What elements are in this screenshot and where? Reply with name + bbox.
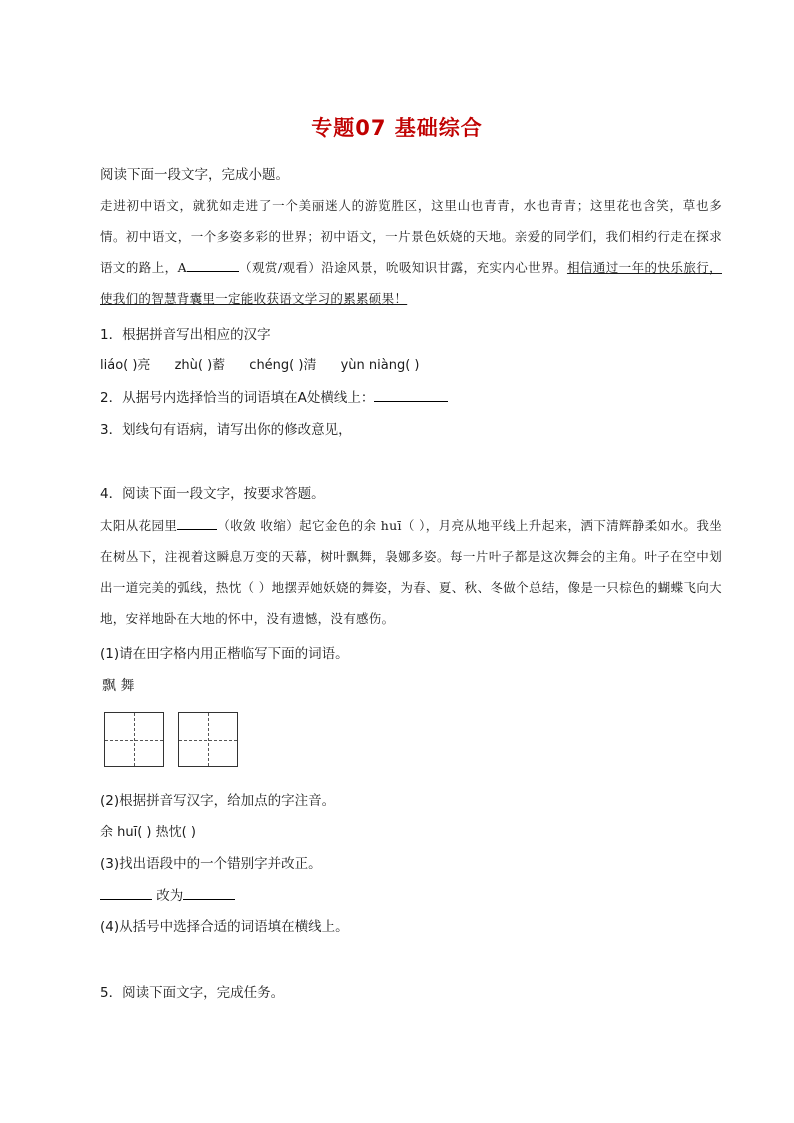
section2-intro: 4．阅读下面一段文字，按要求答题。: [100, 486, 325, 502]
question-2: [100, 389, 448, 407]
sub-question-2-answers: 余 huī( ) 热忱( ): [100, 825, 196, 840]
sub-question-3-answers: [100, 887, 235, 905]
passage2-text-b: （收敛 收缩）起它金色的余 huī（ ），月亮从地平线上升起来，洒下清辉静柔如水。我坐在树丛下，注视着这瞬息万变的天幕，树叶飘舞，袅娜多姿。每一片叶子都是这次舞会的主角。叶子在空中划出一道完美的弧线，热忱（ ）地摆弄她妖娆的舞姿，为春、夏、秋、冬做个总结，像是一只棕色的蝴蝶飞向大地，安祥地卧在大地的怀中，没有遗憾，没有感伤。: [100, 518, 723, 626]
page-title: 专题07 基础综合: [311, 116, 483, 140]
change-to-label: 改为: [152, 888, 184, 904]
sub-question-1: (1)请在田字格内用正楷临写下面的词语。: [100, 646, 349, 662]
pinyin-item: zhù( )蓄: [174, 358, 226, 373]
passage2-text-a: 太阳从花园里: [100, 518, 178, 533]
underlined-sentence: 相信通过一年的快乐旅行，使我们的智慧背囊里一定能收获语文学习的累累硕果！: [100, 260, 722, 306]
passage-text-1: 走进初中语文，就犹如走进了一个美丽迷人的游览胜区，这里山也青青，水也青青；这里花也含笑，草也多情。初中语文，一个多姿多彩的世界；初中语文，一片景色妖娆的天地。亲爱的同学们，我们相约行走在探求语文的路上，A: [100, 198, 722, 275]
passage-text-2: （观赏/观看）沿途风景，吮吸知识甘露，充实内心世界。: [238, 260, 567, 275]
section2-passage: [100, 510, 722, 634]
section1-passage: [100, 190, 722, 314]
pinyin-item: yùn niàng( ): [340, 358, 420, 373]
sub-question-4: (4)从括号中选择合适的词语填在横线上。: [100, 919, 349, 935]
answer-blank: [100, 898, 152, 900]
section1-intro: 阅读下面一段文字，完成小题。: [100, 167, 289, 183]
tianzige-box: [104, 712, 164, 767]
sub-question-3: (3)找出语段中的一个错别字并改正。: [100, 856, 322, 872]
sub-question-2: (2)根据拼音写汉字，给加点的字注音。: [100, 793, 336, 809]
question-2-text: 2．从据号内选择恰当的词语填在A处横线上：: [100, 390, 375, 406]
question-1: 1．根据拼音写出相应的汉字: [100, 327, 271, 343]
tianzige-box: [178, 712, 238, 767]
section3-intro: 5．阅读下面文字，完成任务。: [100, 985, 285, 1001]
answer-blank: [183, 898, 235, 900]
question-3: 3．划线句有语病，请写出你的修改意见，: [100, 422, 352, 438]
words-to-copy: 飘 舞: [102, 678, 135, 694]
pinyin-item: chéng( )清: [249, 358, 317, 373]
pinyin-row: [100, 357, 419, 375]
pinyin-item: liáo( )亮: [100, 358, 151, 373]
blank-shoulian: [177, 528, 217, 530]
blank-a: [187, 270, 239, 272]
answer-blank: [374, 400, 448, 402]
